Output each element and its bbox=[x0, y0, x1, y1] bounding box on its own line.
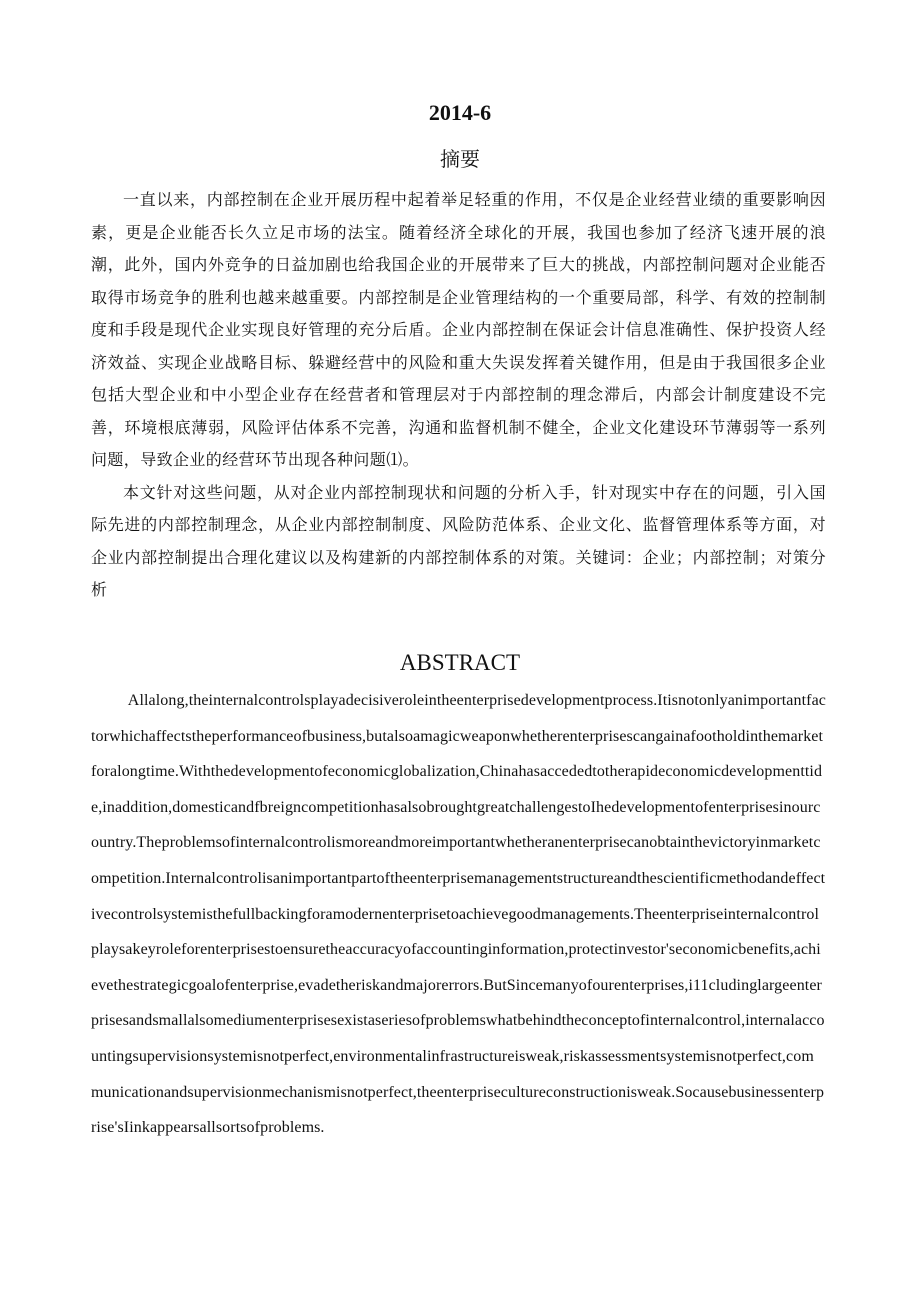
abstract-en-paragraph-1: Allalong,theinternalcontrolsplayadecisiveroleintheenterprisedevelopmentprocess.Itisnotonlyanimportantfactorwhichaffectstheperformanceofbusiness,butalsoamagicweaponwhetherenterprisescangainafootholdinthemarketforalongtime.Withthedevelopmentofeconomicglobalization,Chinahasaccededtotherapideconomicdevelopmenttide,inaddition,domesticandfbreigncompetitionhasalsobroughtgreatchallengestoIhedevelopmentofenterprisesinourcountry.Theproblemsofinternalcontrolismoreandmoreimportantwhetheranenterprisecanobtainthevictoryinmarketcompetition.Internalcontrolisanimportantpartoftheenterprisemanagementstructureandthescientificmethodandeffectivecontrolsystemisthefullbackingforamodernenterprisetoachievegoodmanagements.Theenterpriseinternalcontrolplaysakeyroleforenterprisestoensuretheaccuracyofaccountinginformation,protectinvestor'seconomicbenefits,achievethestrategicgoalofenterprise,evadetheriskandmajorerrors.ButSincemanyofourenterprises,i11cludinglargeenterprisesandsmallalsomediumenterprisesexistaseriesofproblemswhatbehindtheconceptofinternalcontrol,internalaccountingsupervisionsystemisnotperfect,environmentalinfrastructureisweak,riskassessmentsystemisnotperfect,communicationandsupervisionmechanismisnotperfect,theenterprisecultureconstructionisweak.Socausebusinessenterprise'sIinkappearsallsortsofproblems. bbox=[91, 692, 826, 1137]
abstract-en-body bbox=[91, 683, 826, 1146]
abstract-en-title: ABSTRACT bbox=[399, 650, 521, 675]
abstract-cn-paragraph-2: 本文针对这些问题，从对企业内部控制现状和问题的分析入手，针对现实中存在的问题，引入国际先进的内部控制理念，从企业内部控制制度、风险防范体系、企业文化、监督管理体系等方面，对企业内部控制提出合理化建议以及构建新的内部控制体系的对策。关键词：企业；内部控制；对策分析 bbox=[91, 482, 826, 599]
abstract-cn-title: 摘要 bbox=[440, 147, 480, 171]
document-date: 2014-6 bbox=[428, 100, 492, 125]
abstract-cn-body bbox=[91, 184, 826, 607]
abstract-cn-paragraph-1: 一直以来，内部控制在企业开展历程中起着举足轻重的作用，不仅是企业经营业绩的重要影响因素，更是企业能否长久立足市场的法宝。随着经济全球化的开展，我国也参加了经济飞速开展的浪潮，此外，国内外竞争的日益加剧也给我国企业的开展带来了巨大的挑战，内部控制问题对企业能否取得市场竞争的胜利也越来越重要。内部控制是企业管理结构的一个重要局部，科学、有效的控制制度和手段是现代企业实现良好管理的充分后盾。企业内部控制在保证会计信息准确性、保护投资人经济效益、实现企业战略目标、躲避经营中的风险和重大失误发挥着关键作用，但是由于我国很多企业包括大型企业和中小型企业存在经营者和管理层对于内部控制的理念滞后，内部会计制度建设不完善，环境根底薄弱，风险评估体系不完善，沟通和监督机制不健全，企业文化建设环节薄弱等一系列问题，导致企业的经营环节出现各种问题⑴。 bbox=[91, 190, 826, 469]
